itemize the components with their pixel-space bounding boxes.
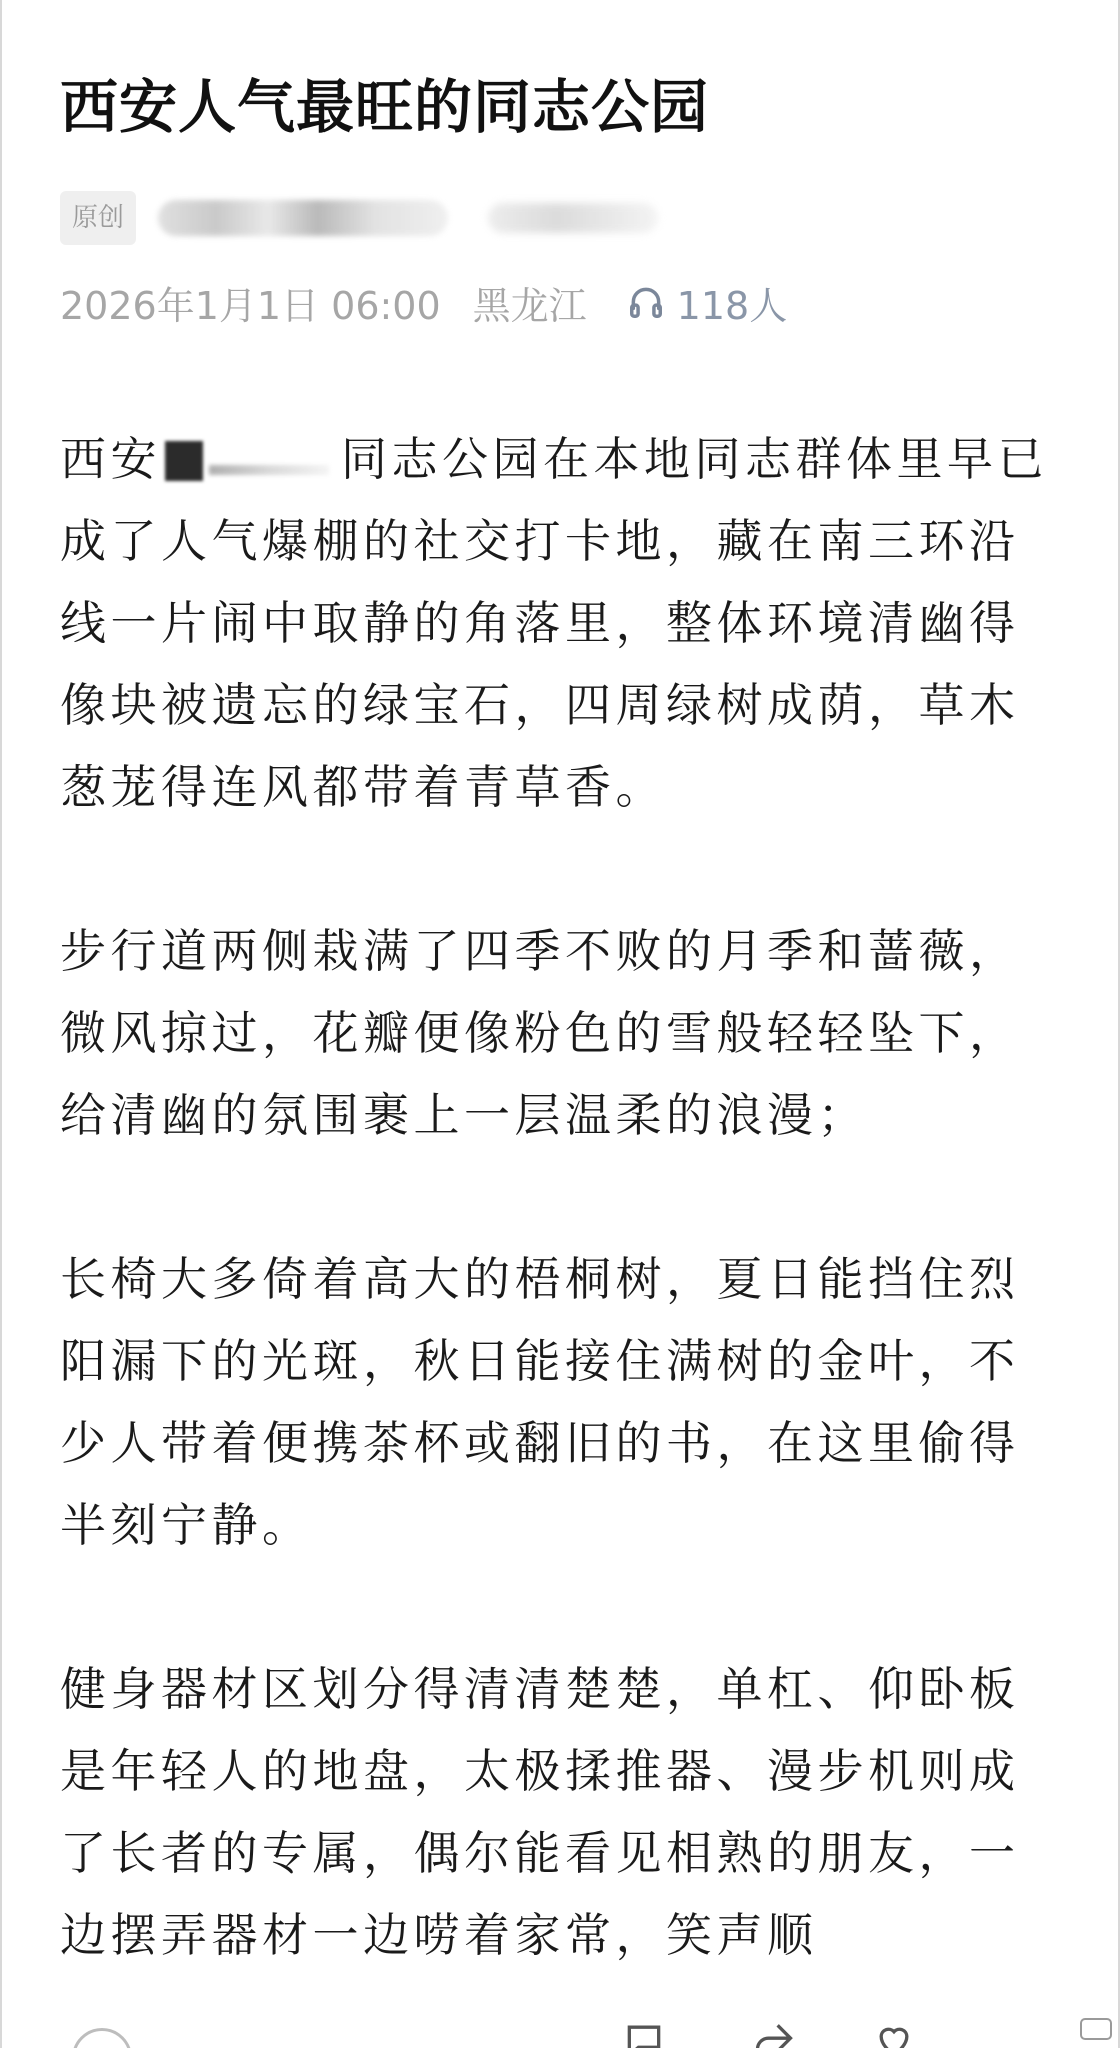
headphones-icon	[627, 283, 665, 321]
publish-location: 黑龙江	[472, 283, 587, 328]
article-title: 西安人气最旺的同志公园	[60, 73, 710, 141]
author-name-blurred[interactable]	[158, 200, 448, 236]
paragraph-4: 健身器材区划分得清清楚楚，单杠、仰卧板是年轻人的地盘，太极揉推器、漫步机则成了长者的专属，偶尔能看见相熟的朋友，一边摆弄器材一边唠着家常，笑声顺	[60, 1662, 1020, 1962]
paragraph-1-start: 西安	[60, 432, 161, 486]
paragraph-3: 长椅大多倚着高大的梧桐树，夏日能挡住烈阳漏下的光斑，秋日能接住满树的金叶，不少人带着便携茶杯或翻旧的书，在这里偷得半刻宁静。	[60, 1252, 1020, 1552]
tv-icon	[1080, 2018, 1112, 2040]
bottom-action-bar	[2, 2008, 1120, 2048]
watermark	[1080, 2018, 1116, 2040]
comment-icon[interactable]	[622, 2018, 666, 2048]
publish-info	[60, 272, 787, 332]
paragraph-1-rest: 同志公园在本地同志群体里早已成了人气爆棚的社交打卡地，藏在南三环沿线一片闹中取静的角落里，整体环境清幽得像块被遗忘的绿宝石，四周绿树成荫，草木葱茏得连风都带着青草香。	[60, 432, 1048, 814]
redacted-text	[161, 437, 341, 481]
author-row	[60, 190, 658, 246]
follow-button-blurred[interactable]	[488, 203, 658, 233]
listener-count: 118人	[676, 283, 788, 328]
paragraph-2: 步行道两侧栽满了四季不败的月季和蔷薇，微风掠过，花瓣便像粉色的雪般轻轻坠下，给清幽的氛围裹上一层温柔的浪漫；	[60, 924, 1020, 1142]
original-badge: 原创	[60, 191, 136, 245]
share-icon[interactable]	[752, 2018, 796, 2048]
avatar[interactable]	[72, 2028, 132, 2048]
article-body	[60, 418, 1060, 2048]
publish-time: 2026年1月1日 06:00	[60, 283, 441, 328]
listen-button[interactable]	[627, 275, 788, 330]
paragraph-1	[60, 418, 1060, 828]
like-icon[interactable]	[872, 2018, 916, 2048]
